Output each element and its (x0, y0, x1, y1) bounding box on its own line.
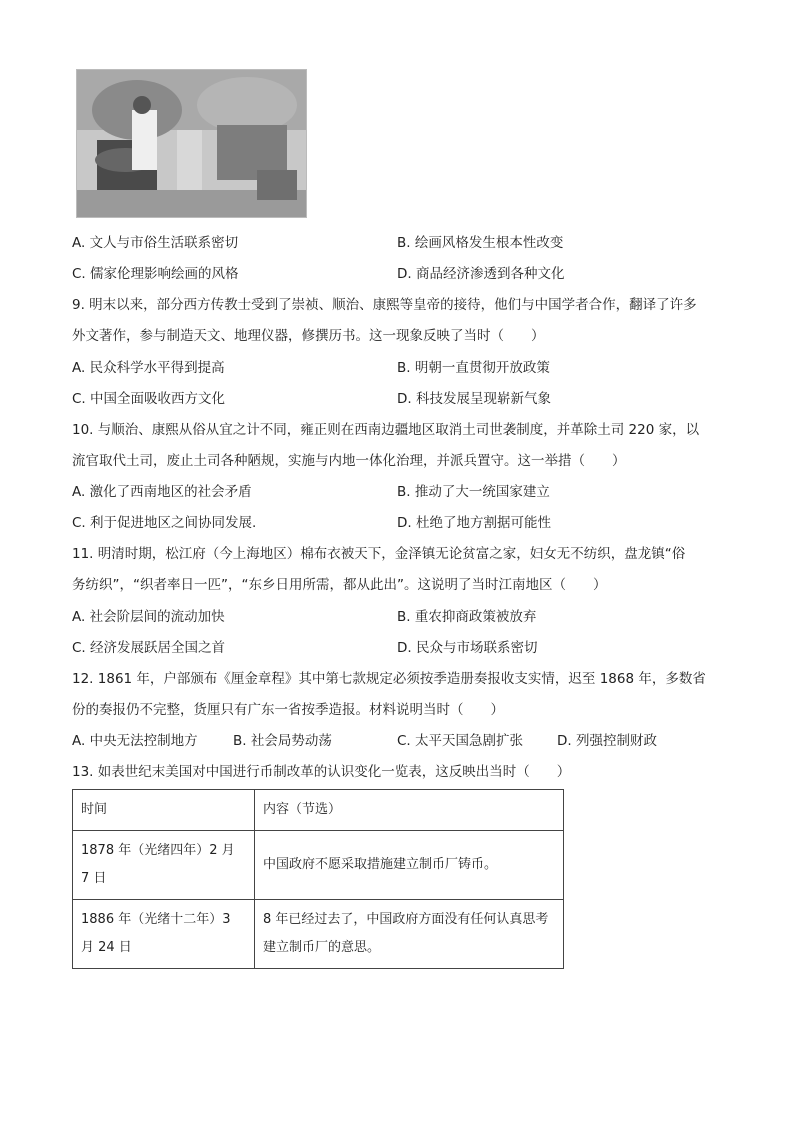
table-cell-time: 1878 年（光绪四年）2 月 7 日 (73, 831, 255, 900)
q10-stem-line2: 流官取代土司，废止土司各种陋规，实施与内地一体化治理，并派兵置守。这一举措（ ） (72, 453, 626, 469)
q12-option-b: B. 社会局势动荡 (233, 733, 332, 749)
table-cell-content: 8 年已经过去了，中国政府方面没有任何认真思考建立制币厂的意思。 (255, 900, 564, 969)
q11-option-c: C. 经济发展跃居全国之首 (72, 640, 226, 656)
table-cell-content: 中国政府不愿采取措施建立制币厂铸币。 (255, 831, 564, 900)
q12-option-a: A. 中央无法控制地方 (72, 733, 198, 749)
q8-option-c: C. 儒家伦理影响绘画的风格 (72, 266, 239, 282)
q9-option-b: B. 明朝一直贯彻开放政策 (397, 360, 550, 376)
q10-option-b: B. 推动了大一统国家建立 (397, 484, 550, 500)
table-cell-time: 1886 年（光绪十二年）3 月 24 日 (73, 900, 255, 969)
q13-stem: 13. 如表世纪末美国对中国进行币制改革的认识变化一览表，这反映出当时（ ） (72, 764, 571, 780)
q10-stem-line1: 10. 与顺治、康熙从俗从宜之计不同，雍正则在西南边疆地区取消土司世袭制度，并革除土司 220 家，以 (72, 422, 700, 438)
q9-stem-line2: 外文著作，参与制造天文、地理仪器，修撰历书。这一现象反映了当时（ ） (72, 328, 545, 344)
q12-option-c: C. 太平天国急剧扩张 (397, 733, 524, 749)
table-header-row (73, 790, 564, 831)
q10-option-a: A. 激化了西南地区的社会矛盾 (72, 484, 252, 500)
q9-option-c: C. 中国全面吸收西方文化 (72, 391, 226, 407)
q9-stem-line1: 9. 明末以来，部分西方传教士受到了崇祯、顺治、康熙等皇帝的接待，他们与中国学者合作，翻译了许多 (72, 297, 697, 313)
q9-option-d: D. 科技发展呈现崭新气象 (397, 391, 551, 407)
q11-stem-line2: 务纺织”，“织者率日一匹”，“东乡日用所需，都从此出”。这说明了当时江南地区（ ） (72, 577, 607, 593)
q12-stem-line2: 份的奏报仍不完整，货厘只有广东一省按季造报。材料说明当时（ ） (72, 702, 504, 718)
q9-option-a: A. 民众科学水平得到提高 (72, 360, 225, 376)
q10-option-d: D. 杜绝了地方割据可能性 (397, 515, 551, 531)
table-header-time: 时间 (73, 790, 255, 831)
q12-option-d: D. 列强控制财政 (557, 733, 657, 749)
q8-option-a: A. 文人与市俗生活联系密切 (72, 235, 239, 251)
table-header-content: 内容（节选） (255, 790, 564, 831)
q12-stem-line1: 12. 1861 年，户部颁布《厘金章程》其中第七款规定必须按季造册奏报收支实情，迟至 1868 年，多数省 (72, 671, 706, 687)
q8-option-b: B. 绘画风格发生根本性改变 (397, 235, 564, 251)
q11-stem-line1: 11. 明清时期，松江府（今上海地区）棉布衣被天下，金泽镇无论贫富之家，妇女无不纺织，盘龙镇“俗 (72, 546, 686, 562)
painting-image (76, 69, 307, 218)
q10-option-c: C. 利于促进地区之间协同发展. (72, 515, 257, 531)
table-row (73, 900, 564, 969)
table-row (73, 831, 564, 900)
q11-option-a: A. 社会阶层间的流动加快 (72, 609, 225, 625)
q11-option-b: B. 重农抑商政策被放弃 (397, 609, 537, 625)
q13-table (72, 789, 564, 969)
q8-option-d: D. 商品经济渗透到各种文化 (397, 266, 565, 282)
q11-option-d: D. 民众与市场联系密切 (397, 640, 538, 656)
